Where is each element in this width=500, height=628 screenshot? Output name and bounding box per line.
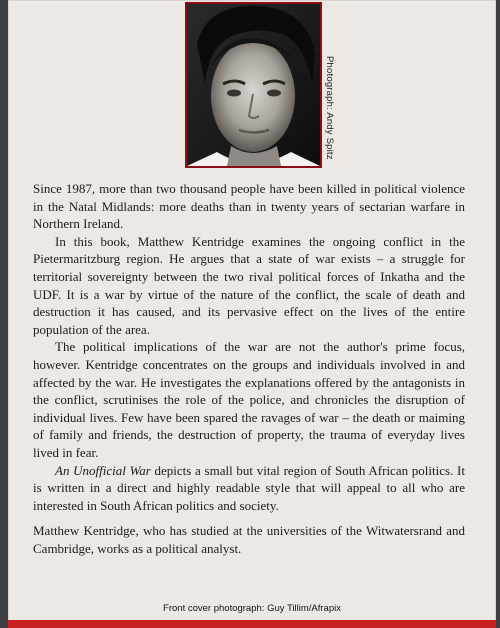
red-bottom-strip <box>8 620 496 628</box>
book-title: An Unofficial War <box>55 462 151 478</box>
author-photo <box>185 2 322 168</box>
back-cover <box>8 0 496 628</box>
front-cover-credit: Front cover photograph: Guy Tillim/Afrapix <box>163 603 341 614</box>
blurb-paragraph-4 <box>33 462 465 515</box>
blurb-paragraph-2: In this book, Matthew Kentridge examines the ongoing conflict in the Pietermaritzburg region. He argues that a state of war exists – a struggle for territorial sovereignty between the two rival political forces of Inkatha and the UDF. It is a war by virtue of the nature of the conflict, the scale of death and destruction it has caused, and its pervasive effect on the lives of the entire population of the area. <box>33 233 465 337</box>
photo-credit: Photograph: Andy Spitz <box>324 56 335 160</box>
blurb-paragraph-3: The political implications of the war are not the author's prime focus, however. Kentridge concentrates on the groups and individuals involved in and affected by the war. He investigates the explanations offered by the antagonists in the conflict, scrutinises the role of the police, and chronicles the disruption of individual lives. Few have been spared the ravages of war – the death or maiming of family and friends, the destruction of property, the trauma of everyday lives lived in fear. <box>33 339 465 460</box>
blurb-paragraph-1: Since 1987, more than two thousand people have been killed in political violence in the Natal Midlands: more deaths than in twenty years of sectarian warfare in Northern Ireland. <box>33 181 465 232</box>
blurb-paragraph-4-rest: depicts a small but vital region of South African politics. It is written in a direct and highly readable style that will appeal to all who are interested in South African politics and society. <box>33 462 465 513</box>
author-bio: Matthew Kentridge, who has studied at the universities of the Witwatersrand and Cambridge, works as a political analyst. <box>33 523 465 556</box>
blurb-text <box>33 180 465 557</box>
author-portrait-image <box>187 4 320 166</box>
